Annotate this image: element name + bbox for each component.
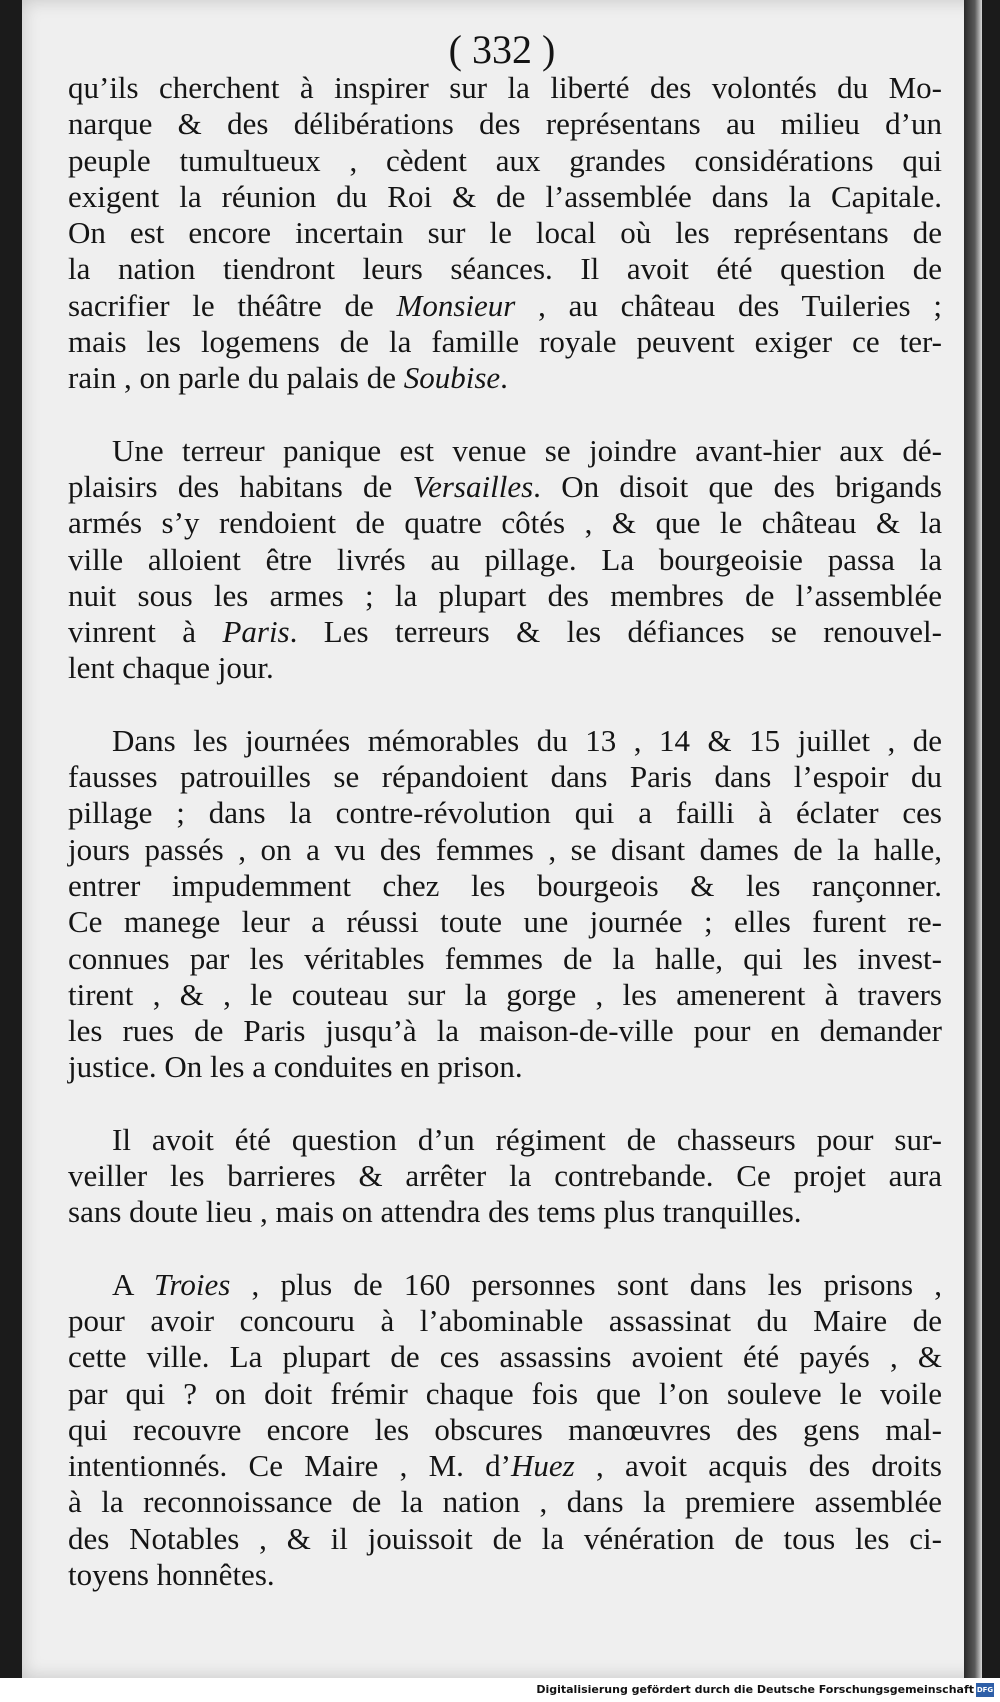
text-run: les rues de Paris jusqu’à la maison-de-ville pour en demander bbox=[68, 1013, 942, 1049]
text-line bbox=[68, 795, 942, 831]
paragraph bbox=[68, 433, 942, 687]
text-run: . Les terreurs & les défiances se renouvel- bbox=[289, 614, 942, 650]
text-line bbox=[68, 1484, 942, 1520]
text-line bbox=[68, 542, 942, 578]
text-line bbox=[68, 578, 942, 614]
text-line bbox=[68, 505, 942, 541]
text-run: connues par les véritables femmes de la halle, qui les invest- bbox=[68, 940, 942, 976]
paragraph-gap bbox=[68, 1231, 942, 1267]
text-line bbox=[68, 360, 942, 396]
text-run: des Notables , & il jouissoit de la vénération de tous les ci- bbox=[68, 1520, 942, 1556]
text-run: On est encore incertain sur le local où les représentans de bbox=[68, 215, 942, 251]
text-line bbox=[68, 1448, 942, 1484]
text-run: veiller les barrieres & arrêter la contrebande. Ce projet aura bbox=[68, 1158, 942, 1194]
text-line bbox=[68, 759, 942, 795]
paragraph bbox=[68, 70, 942, 397]
text-run: Ce manege leur a réussi toute une journée ; elles furent re- bbox=[68, 904, 942, 940]
text-line bbox=[68, 1521, 942, 1557]
italic-text: Versailles bbox=[412, 468, 534, 504]
text-line bbox=[68, 179, 942, 215]
text-run: la nation tiendront leurs séances. Il avoit été question de bbox=[68, 251, 942, 287]
italic-text: Paris bbox=[222, 614, 290, 650]
text-run: , avoit acquis des droits bbox=[574, 1448, 942, 1484]
text-run: intentionnés. Ce Maire , M. d’ bbox=[68, 1448, 512, 1484]
italic-text: Huez bbox=[511, 1448, 575, 1484]
text-line bbox=[68, 143, 942, 179]
italic-text: Monsieur bbox=[396, 287, 516, 323]
text-line bbox=[68, 614, 942, 650]
text-run: qu’ils cherchent à inspirer sur la liberté des volontés du Mo- bbox=[68, 70, 942, 105]
text-line bbox=[68, 868, 942, 904]
text-run: rain , on parle du palais de bbox=[68, 360, 404, 396]
text-line bbox=[68, 1158, 942, 1194]
text-line bbox=[68, 1013, 942, 1049]
text-run: A bbox=[112, 1266, 154, 1302]
paragraph-gap bbox=[68, 687, 942, 723]
text-line bbox=[68, 904, 942, 940]
text-run: nuit sous les armes ; la plupart des membres de l’assemblée bbox=[68, 577, 942, 613]
text-line bbox=[68, 1122, 942, 1158]
text-line bbox=[68, 1412, 942, 1448]
credit-text: Digitalisierung gefördert durch die Deutsche Forschungsgemeinschaft bbox=[536, 1683, 974, 1696]
text-line bbox=[68, 433, 942, 469]
text-run: cette ville. La plupart de ces assassins avoient été payés , & bbox=[68, 1339, 942, 1375]
paragraph bbox=[68, 1267, 942, 1594]
italic-text: Soubise bbox=[403, 360, 501, 396]
text-run: mais les logemens de la famille royale peuvent exiger ce ter- bbox=[68, 324, 942, 360]
book-page bbox=[22, 0, 982, 1678]
text-run: entrer impudemment chez les bourgeois & les rançonner. bbox=[68, 867, 942, 903]
book-spine-shadow bbox=[964, 0, 982, 1678]
text-line bbox=[68, 832, 942, 868]
text-run: Une terreur panique est venue se joindre avant-hier aux dé- bbox=[112, 432, 942, 468]
text-line bbox=[68, 977, 942, 1013]
text-line bbox=[68, 288, 942, 324]
dfg-logo: DFG bbox=[976, 1683, 994, 1697]
text-line bbox=[68, 941, 942, 977]
text-line bbox=[68, 1557, 942, 1593]
text-line bbox=[68, 1049, 942, 1085]
text-run: . On disoit que des brigands bbox=[533, 468, 942, 504]
text-line bbox=[68, 1267, 942, 1303]
text-run: Dans les journées mémorables du 13 , 14 & 15 juillet , de bbox=[112, 722, 942, 758]
text-run: plaisirs des habitans de bbox=[68, 468, 413, 504]
text-line bbox=[68, 1376, 942, 1412]
text-run: , plus de 160 personnes sont dans les prisons , bbox=[230, 1266, 942, 1302]
text-run: ville alloient être livrés au pillage. La bourgeoisie passa la bbox=[68, 541, 942, 577]
text-line bbox=[68, 251, 942, 287]
text-run: Il avoit été question d’un régiment de chasseurs pour sur- bbox=[112, 1121, 942, 1157]
italic-text: Troies bbox=[153, 1266, 231, 1302]
text-run: exigent la réunion du Roi & de l’assemblée dans la Capitale. bbox=[68, 178, 942, 214]
paragraph bbox=[68, 723, 942, 1086]
page-number: ( 332 ) bbox=[448, 27, 556, 72]
paragraph-gap bbox=[68, 397, 942, 433]
text-line bbox=[68, 324, 942, 360]
text-line bbox=[68, 70, 942, 106]
text-run: qui recouvre encore les obscures manœuvres des gens mal- bbox=[68, 1411, 942, 1447]
text-line bbox=[68, 1303, 942, 1339]
digitization-credit bbox=[0, 1678, 1000, 1702]
text-line bbox=[68, 723, 942, 759]
text-run: sans doute lieu , mais on attendra des tems plus tranquilles. bbox=[68, 1194, 802, 1230]
text-run: jours passés , on a vu des femmes , se disant dames de la halle, bbox=[68, 831, 942, 867]
text-run: pour avoir concouru à l’abominable assassinat du Maire de bbox=[68, 1302, 942, 1338]
text-run: narque & des délibérations des représentans au milieu d’un bbox=[68, 106, 942, 142]
text-line bbox=[68, 215, 942, 251]
page-body-text bbox=[68, 70, 942, 1593]
text-line bbox=[68, 469, 942, 505]
text-run: peuple tumultueux , cèdent aux grandes considérations qui bbox=[68, 142, 942, 178]
text-line bbox=[68, 106, 942, 142]
text-run: toyens honnêtes. bbox=[68, 1556, 275, 1592]
text-run: lent chaque jour. bbox=[68, 650, 274, 686]
text-run: pillage ; dans la contre-révolution qui a failli à éclater ces bbox=[68, 795, 942, 831]
text-run: armés s’y rendoient de quatre côtés , & que le château & la bbox=[68, 505, 942, 541]
text-line bbox=[68, 1194, 942, 1230]
text-run: fausses patrouilles se répandoient dans Paris dans l’espoir du bbox=[68, 759, 942, 795]
text-run: tirent , & , le couteau sur la gorge , les amenerent à travers bbox=[68, 976, 942, 1012]
text-run: justice. On les a conduites en prison. bbox=[68, 1049, 523, 1085]
text-line bbox=[68, 1339, 942, 1375]
text-run: à la reconnoissance de la nation , dans la premiere assemblée bbox=[68, 1484, 942, 1520]
text-run: sacrifier le théâtre de bbox=[68, 287, 397, 323]
paragraph-gap bbox=[68, 1086, 942, 1122]
text-run: , au château des Tuileries ; bbox=[515, 287, 942, 323]
text-run: par qui ? on doit frémir chaque fois que l’on souleve le voile bbox=[68, 1375, 942, 1411]
text-run: vinrent à bbox=[68, 614, 223, 650]
text-line bbox=[68, 650, 942, 686]
paragraph bbox=[68, 1122, 942, 1231]
text-run: . bbox=[500, 360, 508, 396]
